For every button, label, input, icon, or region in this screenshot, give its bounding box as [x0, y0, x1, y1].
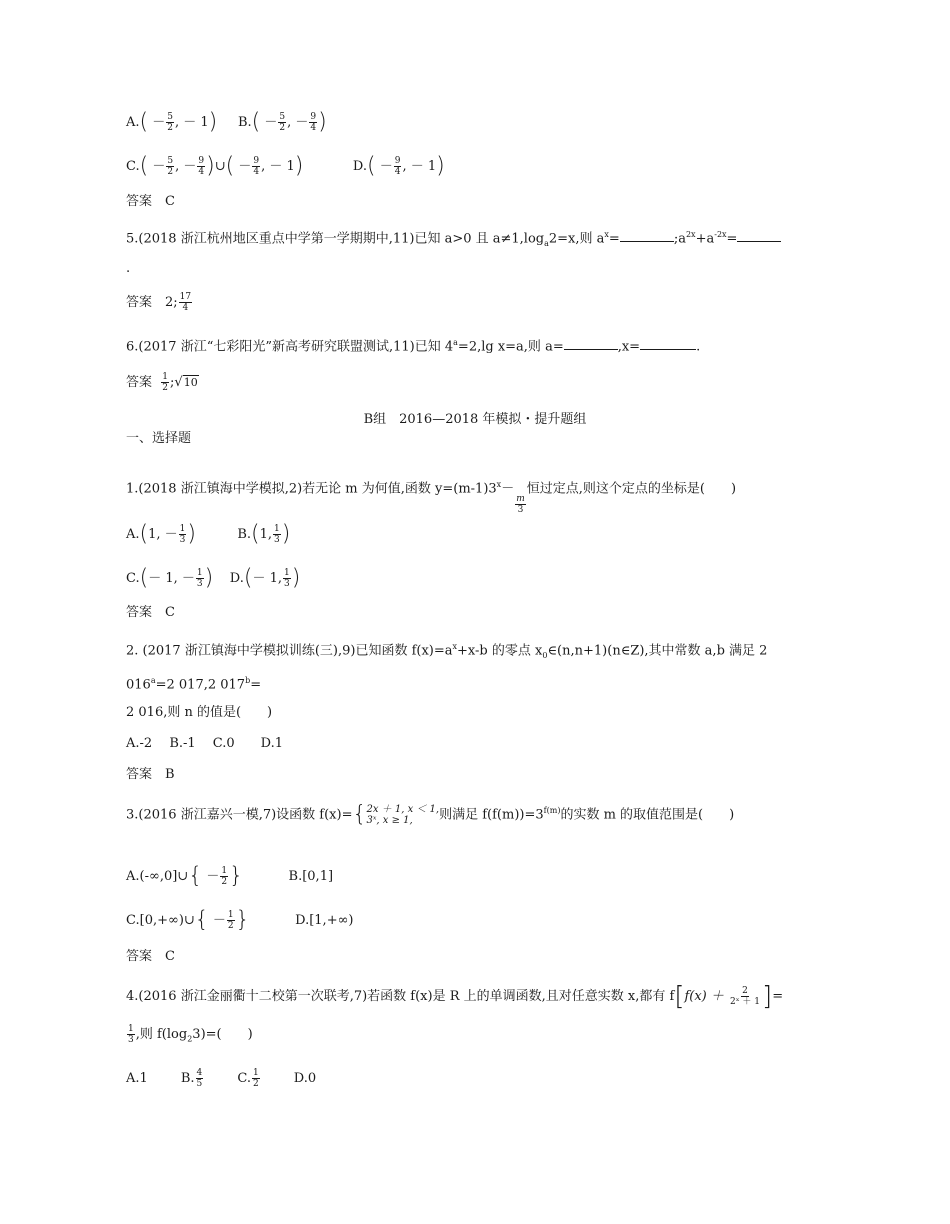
question-b2-options: A.-2 B.-1 C.0 D.1	[126, 736, 284, 751]
question-b3: 3.(2016 浙江嘉兴一模,7)设函数 f(x)= { 2x ＋ 1, x ＜ 1, 3ˣ, x ≥ 1, 则满足 $f(f(m))=3^{f(m)}$的实数 m 的取值范围是( )	[126, 801, 735, 827]
question-b2-answer: 答案 B	[126, 767, 175, 782]
prev-options-cd: C.( － $\frac{5}{2}$ , － $\frac{9}{4}$ )∪( － $\frac{9}{4}$ , － 1) D.( － $\frac{9}{4}$ , － 1)	[126, 153, 445, 179]
question-b3-options-cd: C.[0,+∞)∪{ － $\frac{1}{2}$ } D.[1,+∞)	[126, 907, 354, 933]
option-d-label: D.	[352, 159, 368, 174]
answer-blank[interactable]	[564, 337, 618, 350]
section-subtitle: 一、选择题	[126, 431, 192, 446]
question-b3-options-ab: A.(-∞,0]∪{ － $\frac{1}{2}$ } B.[0,1]	[126, 863, 334, 889]
question-b2-line3: 2 016,则 n 的值是( )	[126, 705, 273, 720]
prev-options-ab: A.( － $\frac{5}{2}$ , － 1) B.( － $\frac{5}{2}$ , － $\frac{9}{4}$ )	[126, 109, 327, 135]
section-title: B组 2016—2018 年模拟・提升题组	[363, 412, 587, 427]
question-5-answer: 答案 2; $\frac{17}{4}$	[126, 292, 192, 313]
answer-blank[interactable]	[640, 337, 696, 350]
question-b4-options: A.1 B. $\frac{4}{5}$ C. $\frac{1}{2}$ D.0	[126, 1068, 317, 1089]
option-a-label: A.	[126, 115, 140, 130]
question-b1: 1.(2018 浙江镇海中学模拟,2)若无论 m 为何值,函数 $y=(m-1)3^x-$ $\frac{m}{3}$ 恒过定点,则这个定点的坐标是( )	[126, 480, 737, 516]
option-c-label: C.	[126, 159, 140, 174]
question-b2: 2. (2017 浙江镇海中学模拟训练(三),9)已知函数 $f(x)=a^x+x-b$ 的零点 $x_0\in(n,n+1)(n\in Z)$,其中常数 a,b 满足 2	[126, 642, 768, 660]
question-6-answer: 答案 $\frac{1}{2}$ ;√10	[126, 372, 198, 393]
question-b4-line2: $\frac{1}{3}$ ,则 $f(\log_23)=$( )	[128, 1024, 253, 1045]
question-b2-line2: $016^a=2$ 017,2 $017^b=$	[126, 676, 262, 693]
option-b-label: B.	[237, 115, 252, 130]
question-b1-options-ab: A.(1, － $\frac{1}{3}$ ) B.(1, $\frac{1}{3}$ )	[126, 521, 291, 547]
answer-blank[interactable]	[737, 229, 781, 242]
question-b1-options-cd: C.(－ 1, － $\frac{1}{3}$ ) D.(－ 1, $\frac{1}{3}$ )	[126, 565, 301, 591]
answer-blank[interactable]	[620, 229, 674, 242]
question-b3-answer: 答案 C	[126, 949, 175, 964]
question-b4: 4.(2016 浙江金丽衢十二校第一次联考,7)若函数 f(x)是 R 上的单调函数,且对任意实数 x,都有 f[f(x) ＋ $\frac{2}{\text{2ˣ ＋ 1}}$ ]=	[126, 981, 784, 1012]
question-5: 5.(2018 浙江杭州地区重点中学第一学期期中,11)已知 a>0 且 $a\ne 1,\log_a2=x$,则 $a^x=$ $;a^{2x}+a^{-2x}=$	[126, 226, 781, 253]
fraction: $\frac{5}{2}$	[167, 112, 173, 133]
question-b1-answer: 答案 C	[126, 605, 175, 620]
prev-answer: 答案 C	[126, 194, 175, 209]
piecewise-function: { 2x ＋ 1, x ＜ 1, 3ˣ, x ≥ 1,	[352, 801, 440, 827]
question-6: 6.(2017 浙江“七彩阳光”新高考研究联盟测试,11)已知 $4^a=2,\lg$ x=a,则 a= ,x= .	[126, 338, 701, 355]
question-5-period: .	[126, 261, 131, 276]
